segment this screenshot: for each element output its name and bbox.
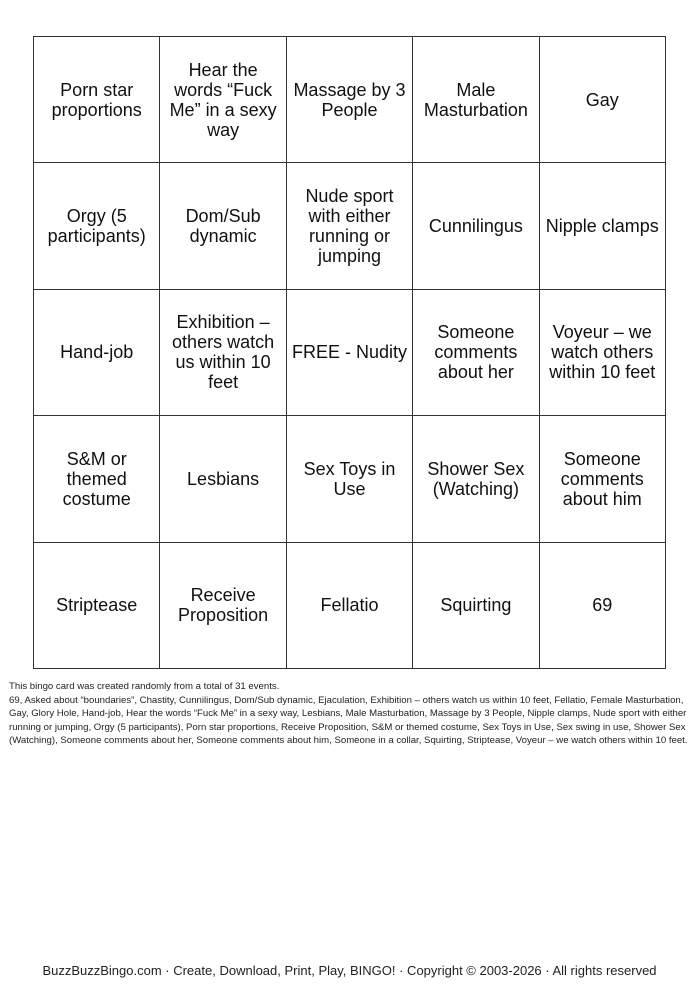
bingo-cell: Orgy (5 participants) (34, 163, 160, 289)
bingo-cell: Shower Sex (Watching) (413, 416, 539, 542)
bingo-cell: 69 (539, 542, 665, 668)
bingo-cell: Lesbians (160, 416, 286, 542)
bingo-cell: Fellatio (286, 542, 412, 668)
bingo-cell: Someone comments about her (413, 289, 539, 415)
bingo-cell: Squirting (413, 542, 539, 668)
bingo-row (34, 416, 666, 542)
bingo-cell: Nude sport with either running or jumping (286, 163, 412, 289)
bingo-cell: Cunnilingus (413, 163, 539, 289)
bingo-row (34, 163, 666, 289)
bingo-cell: Porn star proportions (34, 37, 160, 163)
bingo-row (34, 289, 666, 415)
bingo-cell: Striptease (34, 542, 160, 668)
bingo-free-cell: FREE - Nudity (286, 289, 412, 415)
card-footnote (9, 680, 693, 748)
bingo-card-grid (33, 36, 666, 669)
bingo-cell: Exhibition – others watch us within 10 feet (160, 289, 286, 415)
bingo-cell: Dom/Sub dynamic (160, 163, 286, 289)
bingo-cell: Hear the words “Fuck Me” in a sexy way (160, 37, 286, 163)
bingo-cell: Gay (539, 37, 665, 163)
bingo-cell: Nipple clamps (539, 163, 665, 289)
bingo-cell: Voyeur – we watch others within 10 feet (539, 289, 665, 415)
bingo-cell: Massage by 3 People (286, 37, 412, 163)
bingo-cell: Receive Proposition (160, 542, 286, 668)
footnote-event-list: 69, Asked about “boundaries”, Chastity, Cunnilingus, Dom/Sub dynamic, Ejaculation, Exhibition – others watch us within 10 feet, Fellatio, Female Masturbation, Gay, Glory Hole, Hand-job, Hear the words “Fuck Me” in a sexy way, Lesbians, Male Masturbation, Massage by 3 People, Nipple clamps, Nude sport with either running or jumping, Orgy (5 participants), Porn star proportions, Receive Proposition, S&M or themed costume, Sex Toys in Use, Sex swing in use, Shower Sex (Watching), Someone comments about her, Someone comments about him, Someone in a collar, Squirting, Striptease, Voyeur – we watch others within 10 feet. (9, 694, 688, 747)
bingo-row (34, 37, 666, 163)
bingo-cell: Someone comments about him (539, 416, 665, 542)
bingo-cell: Hand-job (34, 289, 160, 415)
bingo-cell: Sex Toys in Use (286, 416, 412, 542)
bingo-cell: Male Masturbation (413, 37, 539, 163)
footnote-intro: This bingo card was created randomly from a total of 31 events. (9, 681, 280, 692)
bingo-cell: S&M or themed costume (34, 416, 160, 542)
site-footer: BuzzBuzzBingo.com · Create, Download, Print, Play, BINGO! · Copyright © 2003-2026 · All rights reserved (42, 963, 657, 978)
bingo-row (34, 542, 666, 668)
